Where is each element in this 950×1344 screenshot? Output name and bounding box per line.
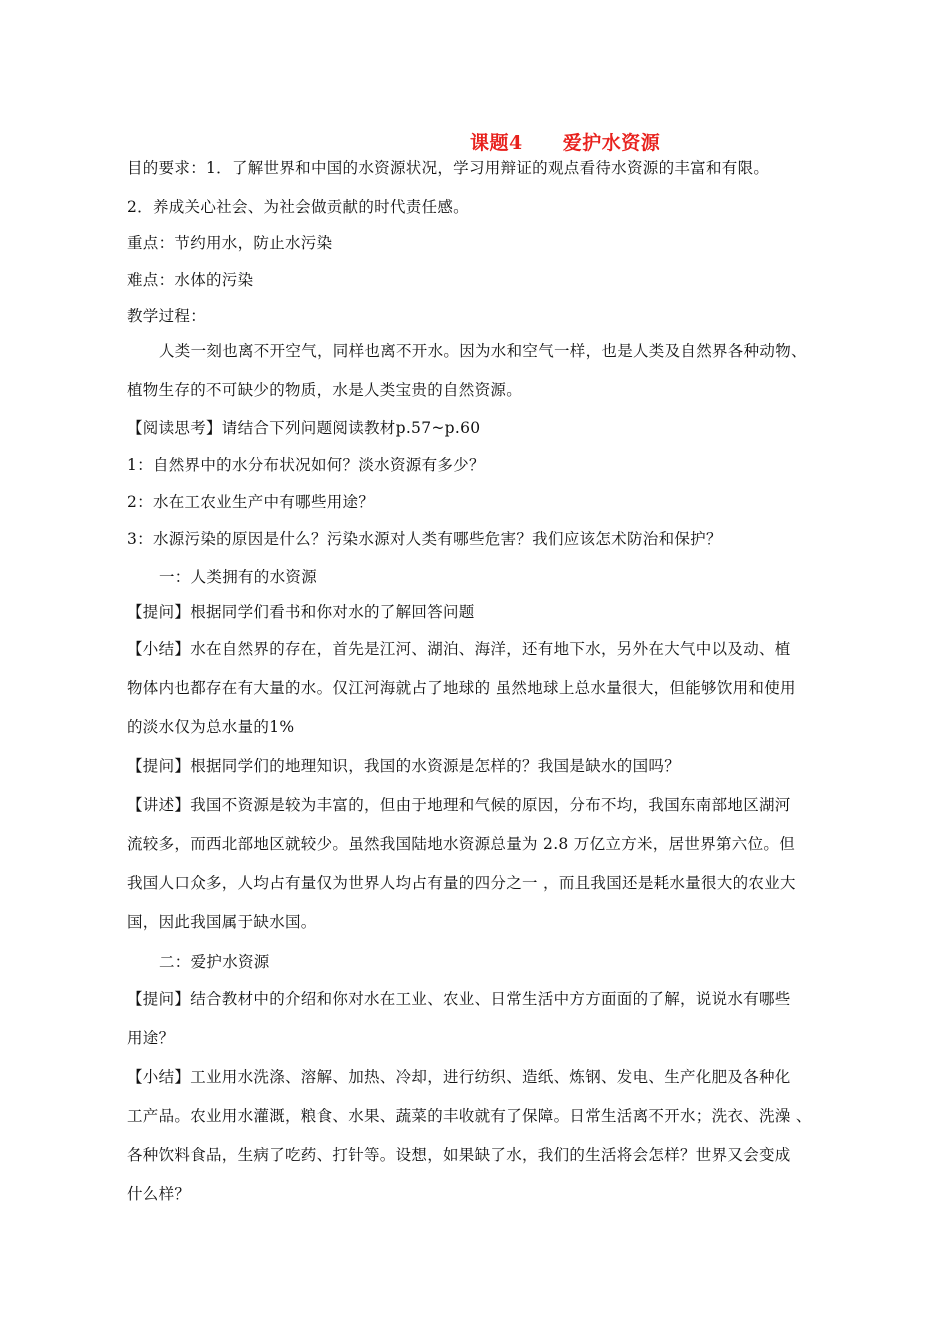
summary-2-line-3: 各种饮料食品，生病了吃药、打针等。设想，如果缺了水，我们的生活将会怎样？世界又会变成 (127, 1146, 791, 1164)
intro-paragraph-line-2: 植物生存的不可缺少的物质，水是人类宝贵的自然资源。 (127, 381, 523, 399)
objective-line-1: 目的要求：1．了解世界和中国的水资源状况，学习用辩证的观点看待水资源的丰富和有限。 (127, 159, 770, 177)
objective-line-2: 2．养成关心社会、为社会做贡献的时代责任感。 (127, 198, 469, 216)
summary-2-line-4: 什么样？ (127, 1185, 191, 1203)
summary-1-line-3: 的淡水仅为总水量的1% (127, 718, 295, 736)
question-1: 1：自然界中的水分布状况如何？淡水资源有多少？ (127, 456, 485, 474)
lecture-line-4: 国，因此我国属于缺水国。 (127, 913, 317, 931)
difficulty-line: 难点：水体的污染 (127, 271, 254, 289)
summary-2-line-1: 【小结】工业用水洗涤、溶解、加热、冷却，进行纺织、造纸、炼钢、发电、生产化肥及各种化 (127, 1068, 791, 1086)
reading-prompt: 【阅读思考】请结合下列问题阅读教材p.57~p.60 (127, 419, 481, 437)
section-2-heading: 二：爱护水资源 (159, 953, 270, 971)
section-1-heading: 一：人类拥有的水资源 (159, 568, 318, 586)
question-3: 3：水源污染的原因是什么？污染水源对人类有哪些危害？我们应该怎术防治和保护？ (127, 530, 722, 548)
lecture-line-2: 流较多，而西北部地区就较少。虽然我国陆地水资源总量为 2.8 万亿立方米，居世界第六位。但 (127, 835, 796, 853)
lesson-number: 课题4 (470, 132, 523, 154)
question-2: 2：水在工农业生产中有哪些用途？ (127, 493, 375, 511)
teaching-process-heading: 教学过程： (127, 307, 207, 325)
lecture-line-3: 我国人口众多，人均占有量仅为世界人均占有量的四分之一 ，而且我国还是耗水量很大的农业大 (127, 874, 796, 892)
lesson-title (470, 128, 660, 155)
question-prompt-3-line-2: 用途？ (127, 1029, 175, 1047)
question-prompt-1: 【提问】根据同学们看书和你对水的了解回答问题 (127, 603, 475, 621)
lesson-name: 爱护水资源 (562, 132, 661, 154)
question-prompt-3-line-1: 【提问】结合教材中的介绍和你对水在工业、农业、日常生活中方方面面的了解，说说水有哪些 (127, 990, 791, 1008)
lecture-line-1: 【讲述】我国不资源是较为丰富的，但由于地理和气候的原因，分布不均，我国东南部地区湖河 (127, 796, 791, 814)
key-point-line: 重点：节约用水，防止水污染 (127, 234, 333, 252)
question-prompt-2: 【提问】根据同学们的地理知识，我国的水资源是怎样的？我国是缺水的国吗？ (127, 757, 681, 775)
summary-2-line-2: 工产品。农业用水灌溉，粮食、水果、蔬菜的丰收就有了保障。日常生活离不开水；洗衣、洗澡 、 (127, 1107, 812, 1125)
intro-paragraph-line-1: 人类一刻也离不开空气，同样也离不开水。因为水和空气一样，也是人类及自然界各种动物、 (159, 342, 807, 360)
summary-1-line-2: 物体内也都存在有大量的水。仅江河海就占了地球的 虽然地球上总水量很大，但能够饮用和使用 (127, 679, 796, 697)
summary-1-line-1: 【小结】水在自然界的存在，首先是江河、湖泊、海洋，还有地下水，另外在大气中以及动、植 (127, 640, 791, 658)
